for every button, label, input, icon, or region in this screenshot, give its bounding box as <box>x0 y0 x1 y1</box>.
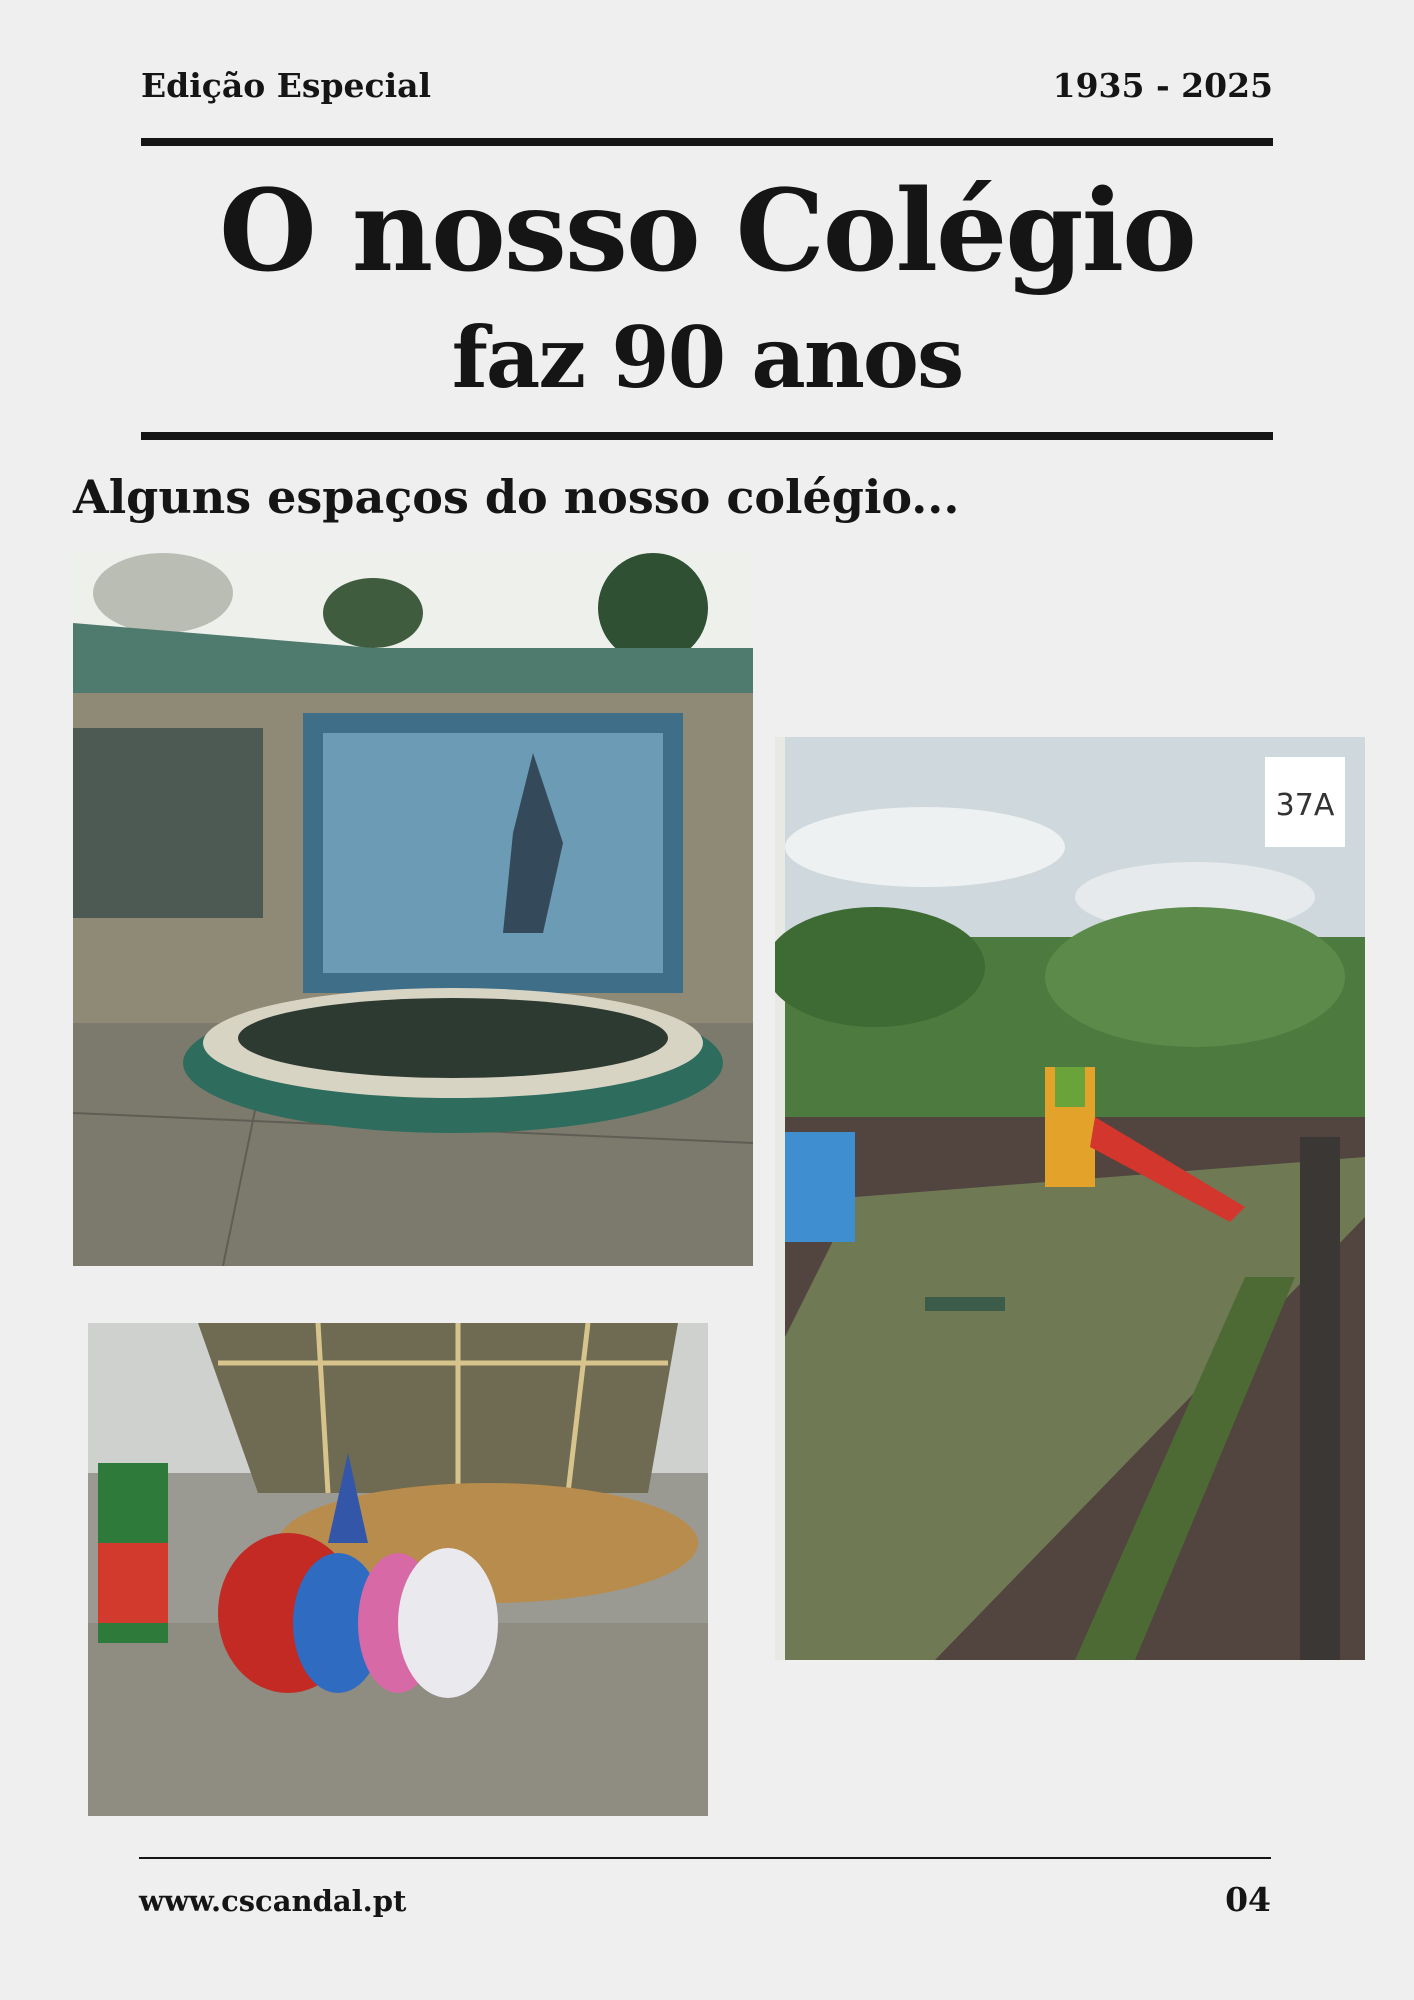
photo-note-label: 37A <box>1275 788 1335 823</box>
playground-photo <box>775 737 1365 1660</box>
page-number: 04 <box>1225 1880 1271 1919</box>
years-label: 1935 - 2025 <box>1052 66 1273 105</box>
website-link[interactable]: www.cscandal.pt <box>139 1884 407 1918</box>
page-subtitle: faz 90 anos <box>451 308 963 407</box>
title-rule <box>141 432 1273 440</box>
page-title: O nosso Colégio <box>219 166 1195 297</box>
header-rule <box>141 138 1273 146</box>
edition-label: Edição Especial <box>141 66 432 105</box>
carnival-photo <box>88 1323 708 1816</box>
footer-rule <box>139 1857 1271 1859</box>
section-heading: Alguns espaços do nosso colégio... <box>73 470 960 524</box>
fountain-photo <box>73 553 753 1266</box>
